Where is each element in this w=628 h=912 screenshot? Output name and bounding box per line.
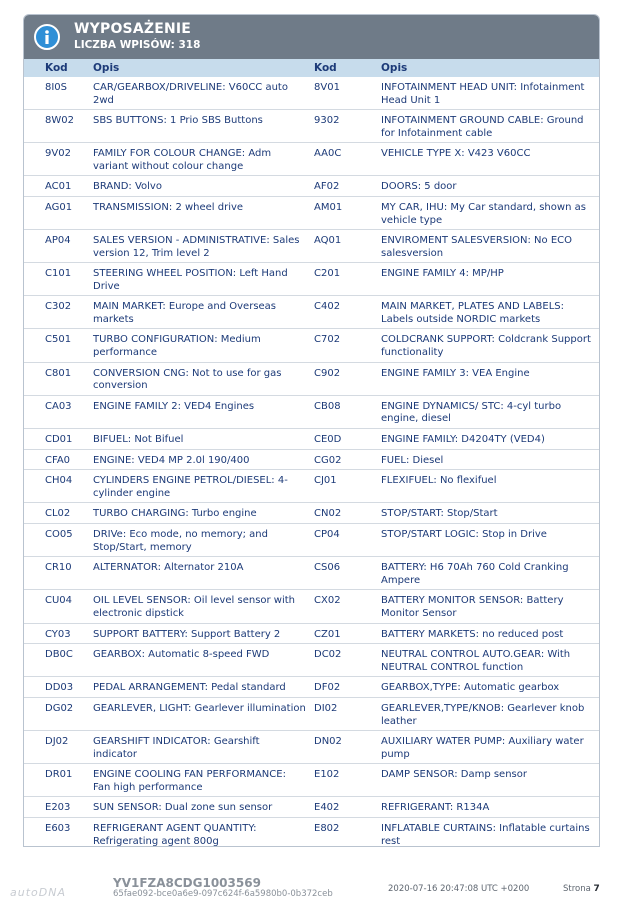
desc-right: BATTERY MONITOR SENSOR: Battery Monitor Sensor bbox=[381, 595, 564, 619]
code-right: DF02 bbox=[314, 682, 341, 694]
table-row bbox=[24, 363, 599, 396]
code-left: AG01 bbox=[45, 202, 73, 214]
desc-left: SUPPORT BATTERY: Support Battery 2 bbox=[93, 628, 281, 640]
page-indicator bbox=[563, 884, 600, 894]
desc-right: ENVIROMENT SALESVERSION: No ECO salesversion bbox=[381, 235, 572, 259]
table-row bbox=[24, 524, 599, 557]
page-number: 7 bbox=[593, 884, 600, 894]
report-date: 2020-07-16 20:47:08 UTC +0200 bbox=[388, 884, 530, 894]
desc-left: GEARSHIFT INDICATOR: Gearshift indicator bbox=[93, 736, 260, 760]
col-code-left: Kod bbox=[45, 62, 68, 74]
code-right: E402 bbox=[314, 802, 340, 814]
desc-left: ENGINE: VED4 MP 2.0l 190/400 bbox=[93, 454, 250, 466]
code-left: DJ02 bbox=[45, 736, 69, 748]
section-header bbox=[24, 15, 599, 59]
desc-left: MAIN MARKET: Europe and Overseas markets bbox=[93, 301, 277, 325]
table-row bbox=[24, 590, 599, 623]
info-icon bbox=[34, 24, 60, 50]
code-right: E102 bbox=[314, 769, 340, 781]
table-row bbox=[24, 197, 599, 230]
code-left: CL02 bbox=[45, 508, 71, 520]
code-right: CB08 bbox=[314, 400, 341, 412]
desc-left: ENGINE COOLING FAN PERFORMANCE: Fan high performance bbox=[93, 769, 286, 793]
table-row bbox=[24, 644, 599, 677]
code-right: CZ01 bbox=[314, 628, 341, 640]
desc-right: ENGINE FAMILY 3: VEA Engine bbox=[381, 367, 530, 379]
desc-left: CYLINDERS ENGINE PETROL/DIESEL: 4-cylinder engine bbox=[93, 475, 288, 499]
table-row bbox=[24, 396, 599, 429]
desc-left: CAR/GEARBOX/DRIVELINE: V60CC auto 2wd bbox=[93, 82, 288, 106]
desc-left: CONVERSION CNG: Not to use for gas conversion bbox=[93, 367, 282, 392]
code-left: DG02 bbox=[45, 703, 74, 715]
desc-right: AUXILIARY WATER PUMP: Auxiliary water pump bbox=[381, 736, 584, 760]
code-right: 9302 bbox=[314, 115, 340, 127]
table-row bbox=[24, 230, 599, 263]
table-row bbox=[24, 329, 599, 362]
desc-right: VEHICLE TYPE X: V423 V60CC bbox=[381, 148, 531, 160]
table-row bbox=[24, 797, 599, 818]
entry-count: LICZBA WPISÓW: 318 bbox=[74, 39, 201, 51]
table-row bbox=[24, 450, 599, 471]
desc-left: TURBO CHARGING: Turbo engine bbox=[93, 508, 257, 520]
desc-right: FUEL: Diesel bbox=[381, 454, 444, 466]
desc-right: ENGINE DYNAMICS/ STC: 4-cyl turbo engine, diesel bbox=[381, 400, 562, 425]
desc-left: SBS BUTTONS: 1 Prio SBS Buttons bbox=[93, 115, 263, 127]
desc-right: NEUTRAL CONTROL AUTO.GEAR: With NEUTRAL CONTROL function bbox=[381, 649, 571, 673]
desc-left: BRAND: Volvo bbox=[93, 181, 162, 193]
code-left: DR01 bbox=[45, 769, 73, 781]
desc-right: COLDCRANK SUPPORT: Coldcrank Support functionality bbox=[381, 334, 591, 358]
table-row bbox=[24, 263, 599, 296]
desc-left: GEARBOX: Automatic 8-speed FWD bbox=[93, 649, 270, 661]
code-right: AQ01 bbox=[314, 235, 342, 247]
code-left: 9V02 bbox=[45, 148, 71, 160]
code-right: C702 bbox=[314, 334, 341, 346]
desc-right: DOORS: 5 door bbox=[381, 181, 457, 193]
desc-right: DAMP SENSOR: Damp sensor bbox=[381, 769, 527, 781]
code-right: AM01 bbox=[314, 202, 343, 214]
code-left: CFA0 bbox=[45, 454, 71, 466]
table-row bbox=[24, 818, 599, 847]
code-left: CO05 bbox=[45, 529, 73, 541]
table-row bbox=[24, 470, 599, 503]
code-left: 8I0S bbox=[45, 82, 68, 93]
code-right: CX02 bbox=[314, 595, 341, 607]
table-row bbox=[24, 176, 599, 197]
code-left: C501 bbox=[45, 334, 72, 346]
table-row bbox=[24, 503, 599, 524]
table-row bbox=[24, 296, 599, 329]
section-title: WYPOSAŻENIE bbox=[74, 21, 192, 37]
table-row bbox=[24, 429, 599, 450]
desc-right: INFOTAINMENT GROUND CABLE: Ground for Infotainment cable bbox=[381, 115, 584, 139]
code-left: DB0C bbox=[45, 649, 73, 661]
code-right: AA0C bbox=[314, 148, 342, 160]
desc-left: OIL LEVEL SENSOR: Oil level sensor with electronic dipstick bbox=[93, 595, 296, 619]
brand-logo: autoDNA bbox=[10, 886, 66, 899]
desc-right: MY CAR, IHU: My Car standard, shown as vehicle type bbox=[381, 202, 586, 226]
table-row bbox=[24, 624, 599, 645]
code-left: DD03 bbox=[45, 682, 74, 694]
code-right: CJ01 bbox=[314, 475, 337, 487]
desc-right: BATTERY: H6 70Ah 760 Cold Cranking Ampere bbox=[381, 562, 569, 586]
code-right: CP04 bbox=[314, 529, 340, 541]
desc-right: GEARLEVER,TYPE/KNOB: Gearlever knob leather bbox=[381, 703, 585, 727]
code-left: E603 bbox=[45, 823, 71, 835]
desc-right: ENGINE FAMILY: D4204TY (VED4) bbox=[381, 433, 545, 445]
desc-right: GEARBOX,TYPE: Automatic gearbox bbox=[381, 682, 560, 694]
code-right: DI02 bbox=[314, 703, 338, 715]
table-row bbox=[24, 110, 599, 143]
table-row bbox=[24, 557, 599, 590]
code-left: CY03 bbox=[45, 628, 71, 640]
table-row bbox=[24, 677, 599, 698]
code-right: CE0D bbox=[314, 433, 342, 445]
table-row bbox=[24, 731, 599, 764]
table-row bbox=[24, 77, 599, 110]
code-left: AP04 bbox=[45, 235, 71, 247]
table-row bbox=[24, 764, 599, 797]
desc-left: STEERING WHEEL POSITION: Left Hand Drive bbox=[93, 268, 288, 292]
code-left: CH04 bbox=[45, 475, 73, 487]
code-right: DN02 bbox=[314, 736, 342, 748]
vin-number: YV1FZA8CDG1003569 bbox=[113, 876, 261, 890]
desc-left: DRIVe: Eco mode, no memory; and Stop/Start, memory bbox=[93, 529, 268, 553]
code-right: DC02 bbox=[314, 649, 342, 661]
desc-left: REFRIGERANT AGENT QUANTITY: Refrigerating agent 800g bbox=[93, 823, 257, 847]
code-left: 8W02 bbox=[45, 115, 74, 127]
desc-right: INFOTAINMENT HEAD UNIT: Infotainment Head Unit 1 bbox=[381, 82, 585, 106]
code-right: AF02 bbox=[314, 181, 340, 193]
code-right: C201 bbox=[314, 268, 341, 280]
equipment-panel bbox=[23, 14, 600, 847]
desc-right: FLEXIFUEL: No flexifuel bbox=[381, 475, 497, 487]
desc-left: TRANSMISSION: 2 wheel drive bbox=[93, 202, 244, 214]
desc-right: MAIN MARKET, PLATES AND LABELS: Labels outside NORDIC markets bbox=[381, 301, 564, 325]
report-hash: 65fae092-bce0a6e9-097c624f-6a5980b0-0b372ceb bbox=[113, 889, 333, 899]
code-right: C902 bbox=[314, 367, 341, 379]
desc-left: FAMILY FOR COLOUR CHANGE: Adm variant without colour change bbox=[93, 148, 272, 172]
desc-left: SUN SENSOR: Dual zone sun sensor bbox=[93, 802, 273, 814]
code-right: C402 bbox=[314, 301, 341, 313]
table-row bbox=[24, 143, 599, 176]
code-left: AC01 bbox=[45, 181, 72, 193]
code-left: CU04 bbox=[45, 595, 73, 607]
col-desc-right: Opis bbox=[381, 62, 408, 74]
equipment-table bbox=[24, 77, 599, 847]
desc-right: STOP/START: Stop/Start bbox=[381, 508, 498, 520]
col-desc-left: Opis bbox=[93, 62, 120, 74]
code-left: CD01 bbox=[45, 433, 73, 445]
desc-left: SALES VERSION - ADMINISTRATIVE: Sales version 12, Trim level 2 bbox=[93, 235, 300, 259]
code-left: C801 bbox=[45, 367, 72, 379]
desc-left: TURBO CONFIGURATION: Medium performance bbox=[93, 334, 261, 358]
desc-left: ENGINE FAMILY 2: VED4 Engines bbox=[93, 400, 255, 412]
code-left: C302 bbox=[45, 301, 72, 313]
desc-right: INFLATABLE CURTAINS: Inflatable curtains rest bbox=[381, 823, 590, 847]
code-left: CA03 bbox=[45, 400, 72, 412]
code-right: CG02 bbox=[314, 454, 342, 466]
code-right: E802 bbox=[314, 823, 340, 835]
desc-left: ALTERNATOR: Alternator 210A bbox=[93, 562, 244, 574]
desc-right: BATTERY MARKETS: no reduced post bbox=[381, 628, 564, 640]
desc-right: REFRIGERANT: R134A bbox=[381, 802, 490, 814]
code-right: CS06 bbox=[314, 562, 341, 574]
desc-right: ENGINE FAMILY 4: MP/HP bbox=[381, 268, 504, 280]
col-code-right: Kod bbox=[314, 62, 337, 74]
desc-left: PEDAL ARRANGEMENT: Pedal standard bbox=[93, 682, 286, 694]
desc-left: BIFUEL: Not Bifuel bbox=[93, 433, 184, 445]
code-left: E203 bbox=[45, 802, 71, 814]
column-header-row bbox=[24, 59, 599, 77]
desc-left: GEARLEVER, LIGHT: Gearlever illumination bbox=[93, 703, 306, 715]
table-row bbox=[24, 698, 599, 731]
code-right: 8V01 bbox=[314, 82, 340, 93]
code-left: CR10 bbox=[45, 562, 72, 574]
code-left: C101 bbox=[45, 268, 72, 280]
page-label: Strona bbox=[563, 884, 591, 894]
code-right: CN02 bbox=[314, 508, 342, 520]
desc-right: STOP/START LOGIC: Stop in Drive bbox=[381, 529, 547, 541]
